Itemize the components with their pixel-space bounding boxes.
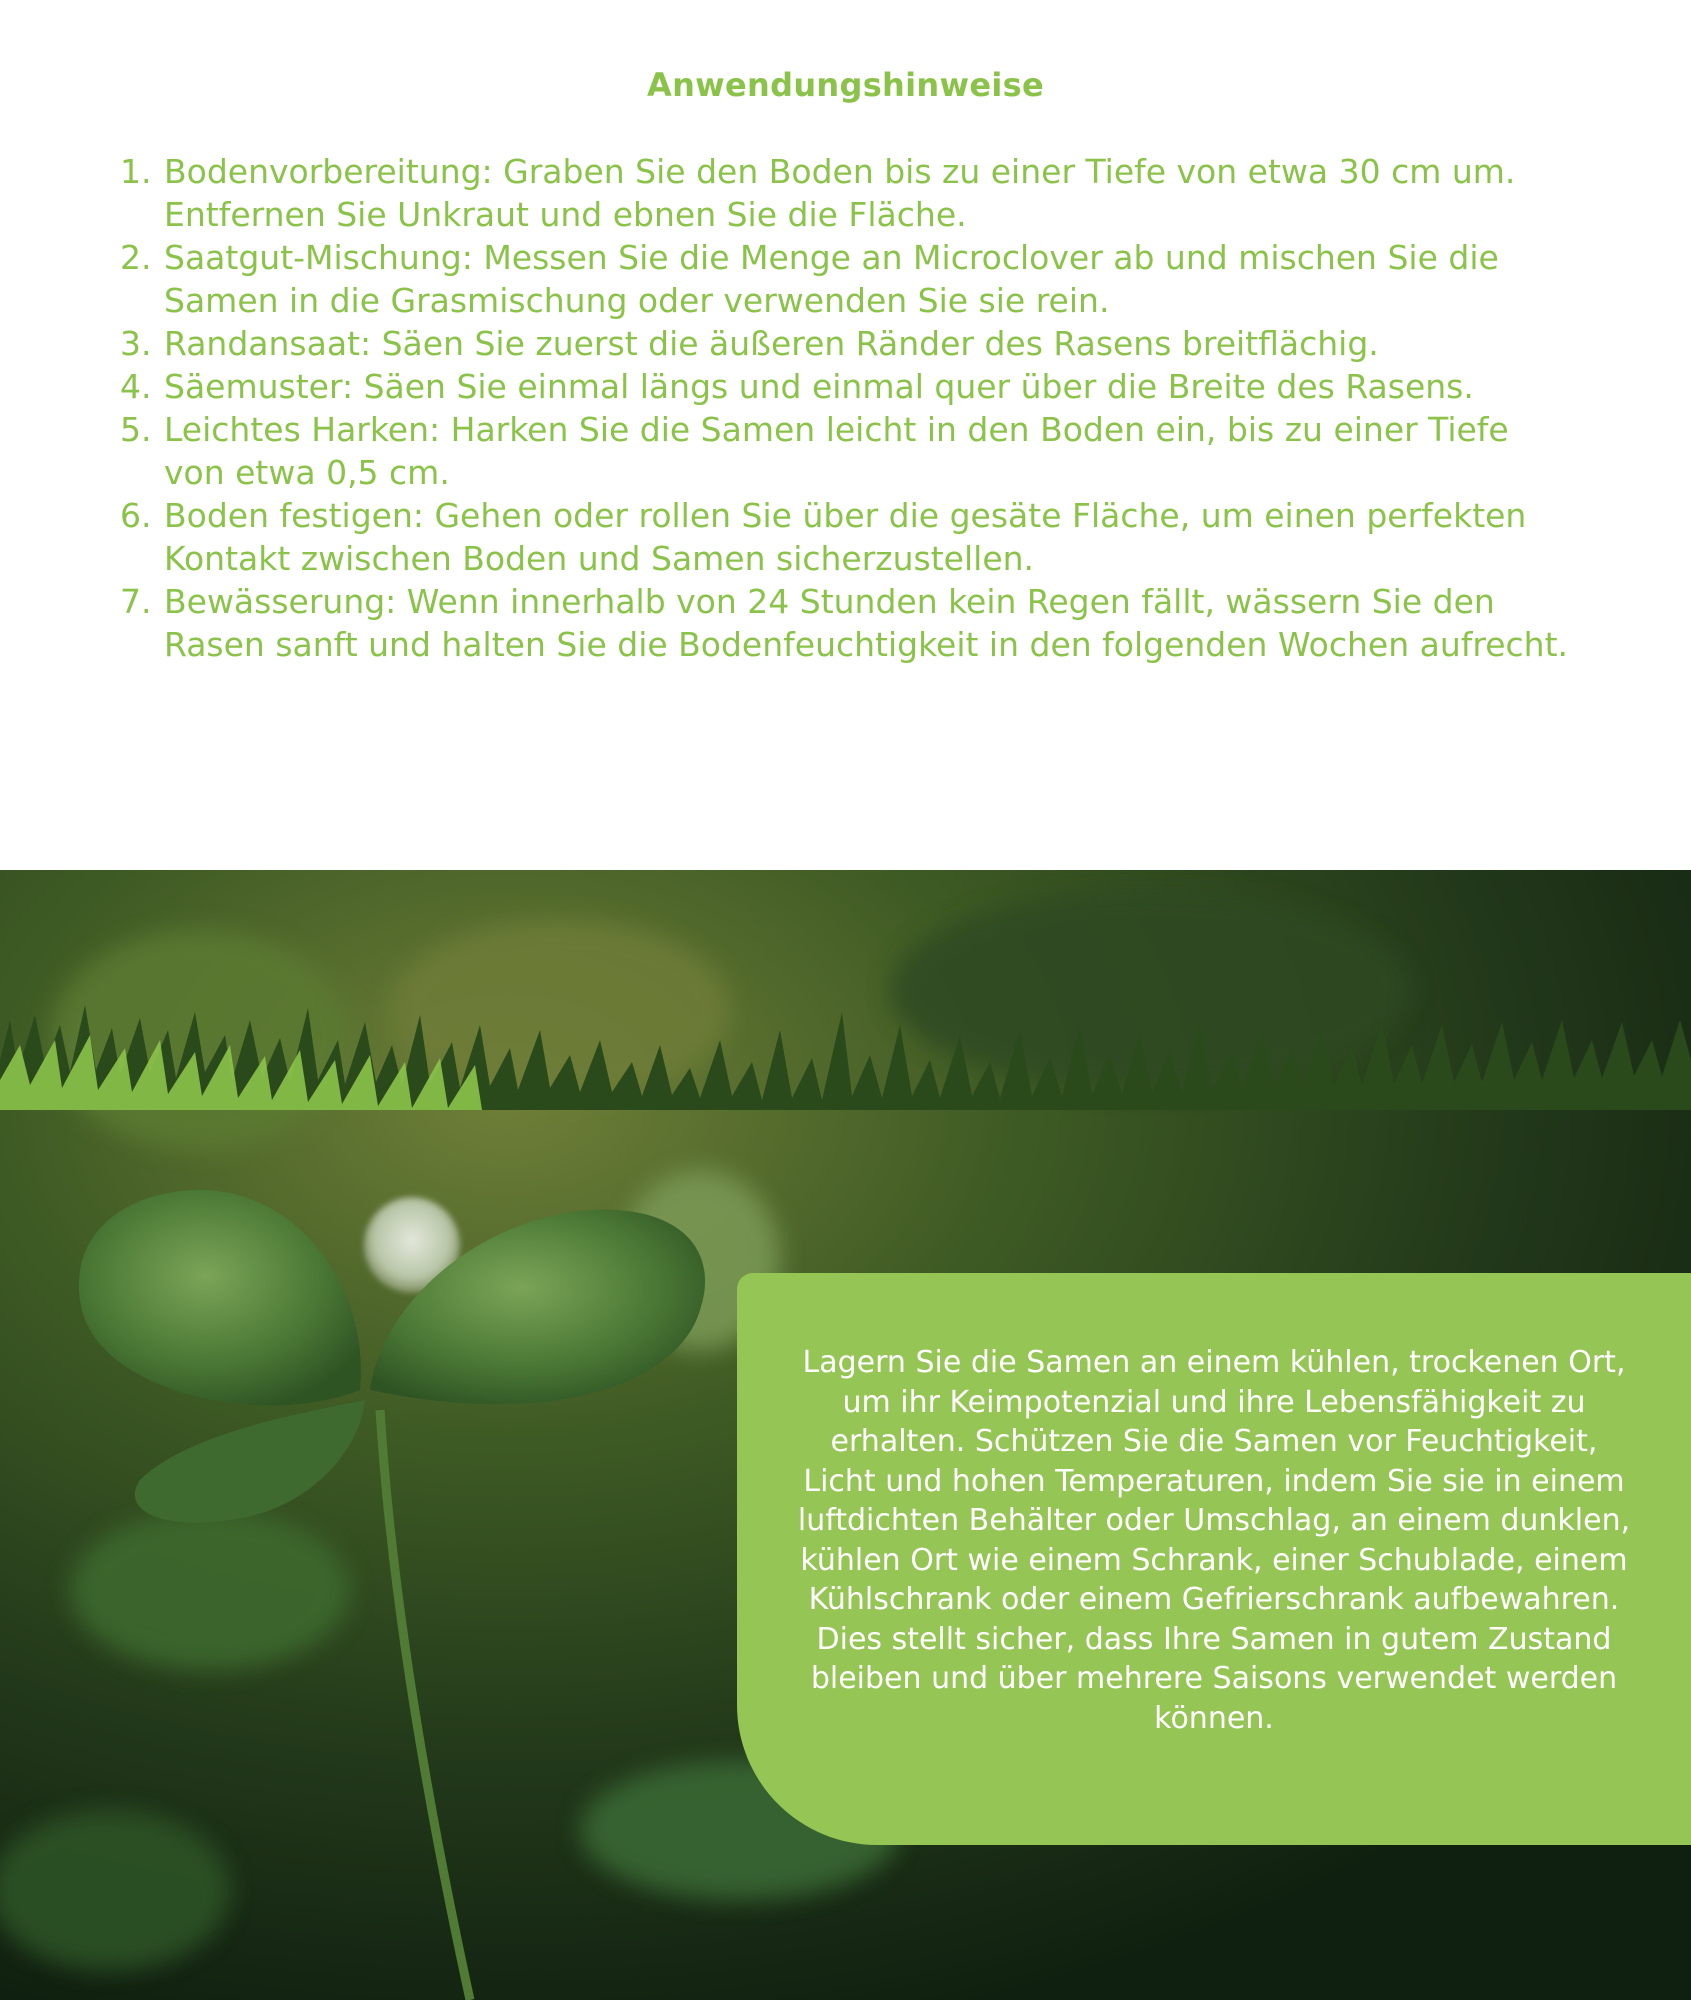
- step-number: 4.: [120, 367, 152, 406]
- list-item: [120, 408, 1570, 494]
- storage-note-text: Lagern Sie die Samen an einem kühlen, trockenen Ort, um ihr Keimpotenzial und ihre Lebensfähigkeit zu erhalten. Schützen Sie die Samen vor Feuchtigkeit, Licht und hohen Temperaturen, indem Sie sie in einem luftdichten Behälter oder Umschlag, an einem dunklen, kühlen Ort wie einem Schrank, einer Schublade, einem Kühlschrank oder einem Gefrierschrank aufbewahren. Dies stellt sicher, dass Ihre Samen in gutem Zustand bleiben und über mehrere Saisons verwendet werden können.: [797, 1345, 1631, 1736]
- storage-info-box: [737, 1273, 1691, 1845]
- instruction-list: [120, 150, 1570, 666]
- list-item: [120, 150, 1570, 236]
- step-number: 5.: [120, 410, 152, 449]
- step-text: Randansaat: Säen Sie zuerst die äußeren Ränder des Rasens breitflächig.: [164, 324, 1379, 363]
- page-title: Anwendungshinweise: [647, 66, 1044, 104]
- list-item: [120, 580, 1570, 666]
- step-text: Bewässerung: Wenn innerhalb von 24 Stunden kein Regen fällt, wässern Sie den Rasen sanft und halten Sie die Bodenfeuchtigkeit in den folgenden Wochen aufrecht.: [164, 582, 1568, 664]
- list-item: [120, 322, 1570, 365]
- list-item: [120, 494, 1570, 580]
- step-text: Saatgut-Mischung: Messen Sie die Menge an Microclover ab und mischen Sie die Samen in die Grasmischung oder verwenden Sie sie rein.: [164, 238, 1499, 320]
- step-text: Leichtes Harken: Harken Sie die Samen leicht in den Boden ein, bis zu einer Tiefe von etwa 0,5 cm.: [164, 410, 1509, 492]
- step-number: 3.: [120, 324, 152, 363]
- step-text: Säemuster: Säen Sie einmal längs und einmal quer über die Breite des Rasens.: [164, 367, 1474, 406]
- list-item: [120, 236, 1570, 322]
- step-number: 1.: [120, 152, 152, 191]
- step-number: 7.: [120, 582, 152, 621]
- grass-silhouette: [0, 1000, 1691, 1110]
- step-number: 2.: [120, 238, 152, 277]
- step-text: Bodenvorbereitung: Graben Sie den Boden bis zu einer Tiefe von etwa 30 cm um. Entfernen Sie Unkraut und ebnen Sie die Fläche.: [164, 152, 1516, 234]
- step-number: 6.: [120, 496, 152, 535]
- step-text: Boden festigen: Gehen oder rollen Sie über die gesäte Fläche, um einen perfekten Kontakt zwischen Boden und Samen sicherzustellen.: [164, 496, 1527, 578]
- list-item: [120, 365, 1570, 408]
